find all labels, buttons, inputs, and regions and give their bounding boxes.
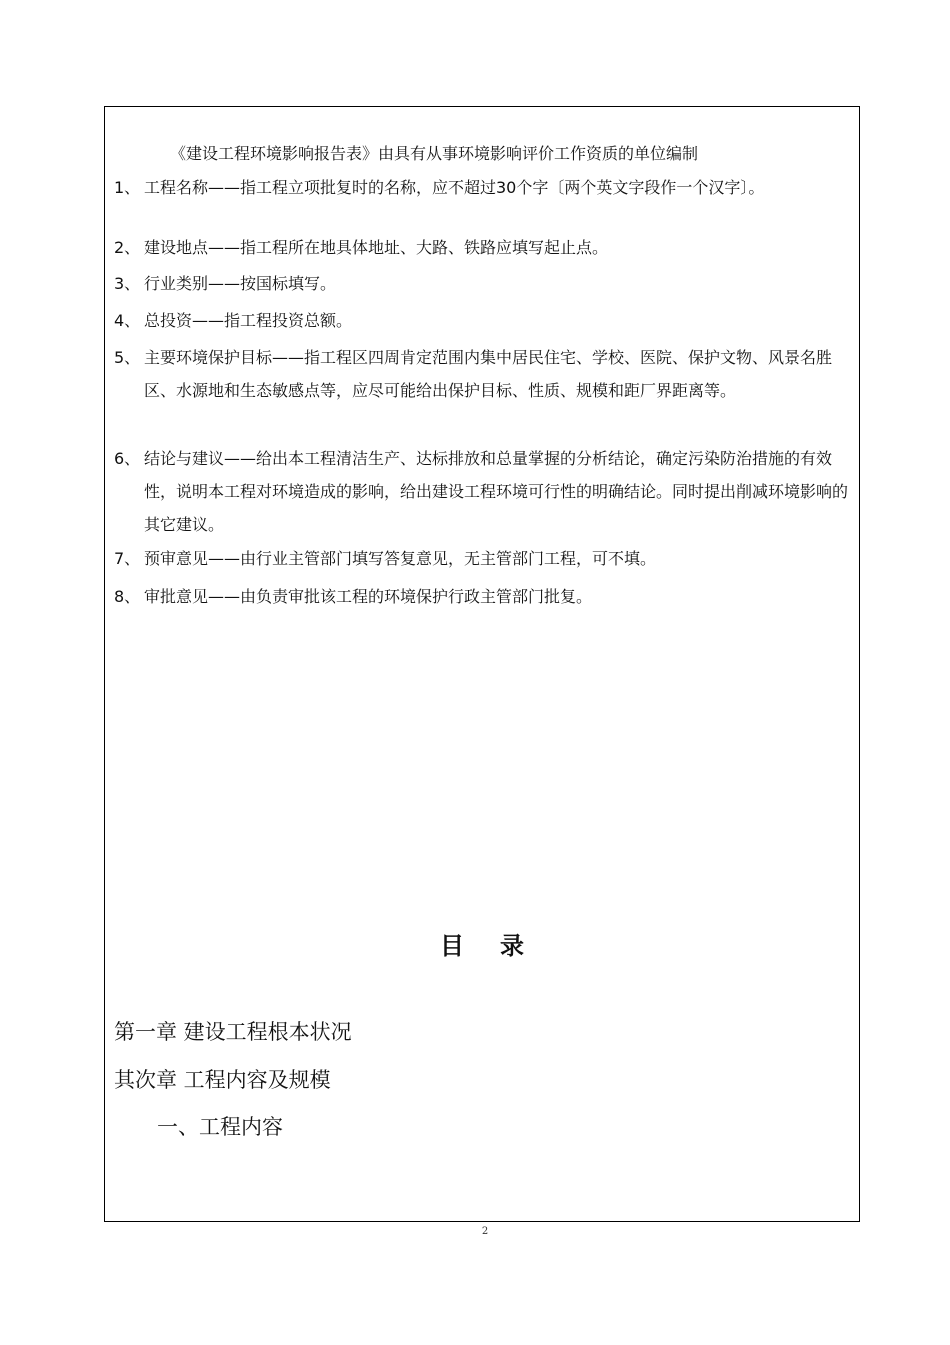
item-text: 行业类别——按国标填写。 — [144, 274, 337, 293]
instruction-item-2 — [114, 231, 854, 264]
toc-section-1: 一、工程内容 — [157, 1115, 283, 1139]
item-number: 4、 — [114, 311, 141, 330]
instruction-item-6 — [114, 442, 854, 541]
toc-chapter-2: 其次章 工程内容及规模 — [114, 1068, 331, 1092]
item-number: 6、 — [114, 449, 141, 468]
instruction-item-8 — [114, 580, 854, 613]
item-number: 2、 — [114, 238, 141, 257]
instruction-item-1 — [114, 177, 854, 199]
item-number: 5、 — [114, 348, 141, 367]
instruction-item-4 — [114, 304, 854, 337]
item-number: 8、 — [114, 587, 141, 606]
item-text: 结论与建议——给出本工程清洁生产、达标排放和总量掌握的分析结论，确定污染防治措施的有效性，说明本工程对环境造成的影响，给出建设工程环境可行性的明确结论。同时提出削减环境影响的其它建议。 — [144, 449, 849, 534]
item-text: 总投资——指工程投资总额。 — [144, 311, 353, 330]
item-number: 1、 — [114, 178, 141, 197]
item-number: 3、 — [114, 274, 141, 293]
toc-title: 目录 — [440, 932, 560, 960]
intro-line: 《建设工程环境影响报告表》由具有从事环境影响评价工作资质的单位编制 — [170, 144, 699, 163]
instruction-item-3 — [114, 267, 854, 300]
item-text: 工程名称——指工程立项批复时的名称，应不超过30个字〔两个英文字段作一个汉字〕。 — [144, 178, 765, 197]
item-text: 预审意见——由行业主管部门填写答复意见，无主管部门工程，可不填。 — [144, 549, 657, 568]
item-text: 主要环境保护目标——指工程区四周肯定范围内集中居民住宅、学校、医院、保护文物、风景名胜区、水源地和生态敏感点等，应尽可能给出保护目标、性质、规模和距厂界距离等。 — [144, 348, 833, 400]
item-text: 审批意见——由负责审批该工程的环境保护行政主管部门批复。 — [144, 587, 593, 606]
instruction-item-5 — [114, 341, 854, 407]
toc-chapter-1: 第一章 建设工程根本状况 — [114, 1020, 352, 1044]
page-number: 2 — [481, 1226, 489, 1237]
item-text: 建设地点——指工程所在地具体地址、大路、铁路应填写起止点。 — [144, 238, 609, 257]
instruction-item-7 — [114, 542, 854, 575]
item-number: 7、 — [114, 549, 141, 568]
